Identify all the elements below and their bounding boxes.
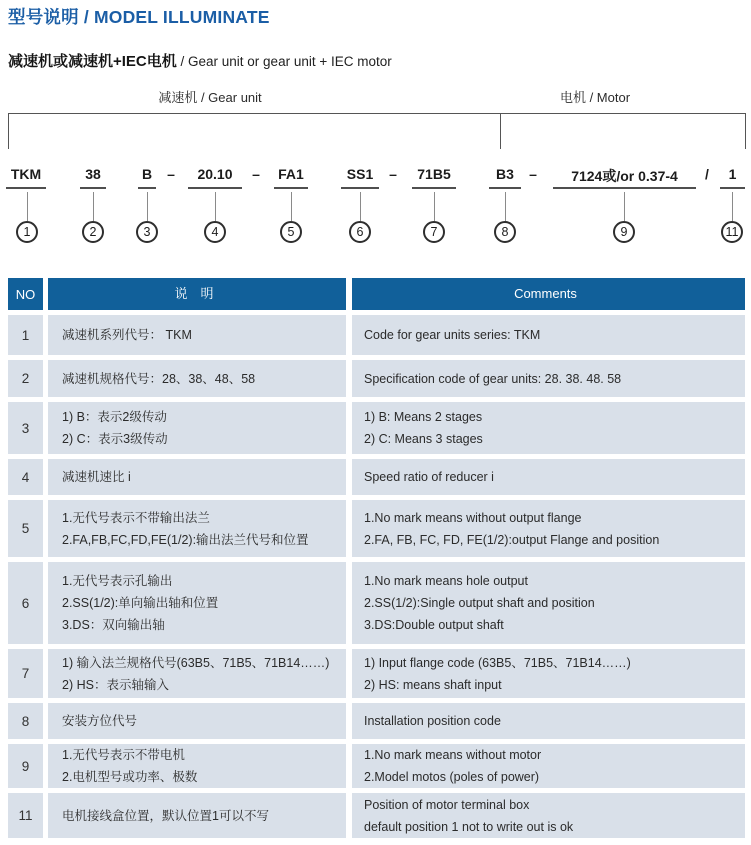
- description-cell: [48, 649, 346, 698]
- model-segment: 20.10: [188, 166, 242, 189]
- connector-line: [291, 192, 292, 221]
- description-line: 减速机规格代号：28、38、48、58: [62, 371, 256, 386]
- model-table: [8, 278, 745, 843]
- circled-number: 8: [494, 221, 516, 243]
- table-row: [8, 793, 745, 838]
- comments-cell: [352, 402, 745, 454]
- connector-line: [215, 192, 216, 221]
- circled-number: 11: [721, 221, 743, 243]
- comments-cell: [352, 793, 745, 838]
- description-line: 1.无代号表示不带电机: [62, 748, 185, 762]
- comments-line: Code for gear units series: TKM: [364, 328, 541, 342]
- model-segment: –: [252, 166, 260, 182]
- comments-cell: [352, 360, 745, 397]
- model-segment: SS1: [341, 166, 379, 189]
- comments-line: 1.No mark means hole output: [364, 574, 528, 588]
- comments-line: 1) B: Means 2 stages: [364, 410, 483, 424]
- description-cell: [48, 793, 346, 838]
- subtitle: [8, 50, 392, 71]
- description-line: 3.DS：双向输出轴: [62, 618, 165, 632]
- model-segment: –: [389, 166, 397, 182]
- description-cell: [48, 744, 346, 788]
- row-number-cell: 4: [8, 459, 43, 495]
- description-line: 安装方位代号: [62, 714, 138, 728]
- bracket-tick-left: [8, 113, 9, 149]
- connector-line: [360, 192, 361, 221]
- comments-line: 2.Model motos (poles of power): [364, 770, 540, 784]
- row-number-cell: 2: [8, 360, 43, 397]
- description-line: 1) 输入法兰规格代号(63B5、71B5、71B14……): [62, 655, 330, 670]
- comments-line: 3.DS:Double output shaft: [364, 618, 504, 632]
- comments-line: Speed ratio of reducer i: [364, 470, 494, 484]
- comments-line: default position 1 not to write out is ok: [364, 819, 574, 834]
- row-number-cell: 11: [8, 793, 43, 838]
- row-number-cell: 5: [8, 500, 43, 557]
- description-line: 2.FA,FB,FC,FD,FE(1/2):输出法兰代号和位置: [62, 532, 309, 547]
- gear-unit-section-label: 减速机 / Gear unit: [158, 90, 262, 105]
- description-cell: [48, 360, 346, 397]
- comments-line: 1.No mark means without output flange: [364, 510, 582, 525]
- circled-number: 5: [280, 221, 302, 243]
- model-segment: 71B5: [412, 166, 456, 189]
- description-cell: [48, 315, 346, 355]
- subtitle-english: / Gear unit or gear unit + IEC motor: [176, 54, 392, 69]
- table-row: [8, 459, 745, 495]
- motor-section-label: 电机 / Motor: [559, 90, 631, 105]
- row-number-cell: 7: [8, 649, 43, 698]
- bracket-tick-middle: [500, 113, 501, 149]
- comments-line: Installation position code: [364, 714, 501, 728]
- description-cell: [48, 562, 346, 644]
- table-row: [8, 402, 745, 454]
- description-cell: [48, 500, 346, 557]
- bracket-horizontal-line: [8, 113, 746, 114]
- connector-line: [434, 192, 435, 221]
- description-line: 电机接线盒位置，默认位置1可以不写: [62, 808, 269, 823]
- description-line: 2.SS(1/2):单向输出轴和位置: [62, 596, 219, 610]
- table-header-comments: Comments: [352, 278, 745, 310]
- table-header-no: NO: [8, 278, 43, 310]
- comments-line: 2.SS(1/2):Single output shaft and position: [364, 596, 595, 610]
- comments-line: 2.FA, FB, FC, FD, FE(1/2):output Flange and position: [364, 532, 660, 547]
- connector-line: [624, 192, 625, 221]
- circled-number: 9: [613, 221, 635, 243]
- description-cell: [48, 459, 346, 495]
- description-line: 减速机速比 i: [62, 470, 131, 484]
- page-title: 型号说明 / MODEL ILLUMINATE: [8, 7, 270, 27]
- circled-number: 3: [136, 221, 158, 243]
- comments-cell: [352, 315, 745, 355]
- table-row: [8, 500, 745, 557]
- description-cell: [48, 703, 346, 739]
- circled-number: 1: [16, 221, 38, 243]
- comments-line: 1.No mark means without motor: [364, 748, 542, 762]
- model-segment: –: [167, 166, 175, 182]
- connector-line: [27, 192, 28, 221]
- comments-line: Position of motor terminal box: [364, 797, 530, 812]
- description-line: 1) B：表示2级传动: [62, 410, 167, 424]
- model-segment: 38: [80, 166, 106, 189]
- row-number-cell: 8: [8, 703, 43, 739]
- description-cell: [48, 402, 346, 454]
- model-segment: 7124或/or 0.37-4: [553, 166, 696, 189]
- comments-cell: [352, 500, 745, 557]
- description-line: 2) C：表示3级传动: [62, 432, 168, 446]
- table-header-desc: 说 明: [48, 278, 346, 310]
- comments-cell: [352, 459, 745, 495]
- model-segment: –: [529, 166, 537, 182]
- comments-line: 2) HS: means shaft input: [364, 677, 502, 692]
- row-number-cell: 1: [8, 315, 43, 355]
- table-row: [8, 703, 745, 739]
- row-number-cell: 6: [8, 562, 43, 644]
- table-row: [8, 315, 745, 355]
- connector-line: [147, 192, 148, 221]
- comments-cell: [352, 744, 745, 788]
- row-number-cell: 9: [8, 744, 43, 788]
- row-number-cell: 3: [8, 402, 43, 454]
- table-row: [8, 649, 745, 698]
- model-segment: 1: [720, 166, 745, 189]
- model-segment: B: [138, 166, 156, 189]
- table-body: [8, 315, 745, 838]
- connector-line: [505, 192, 506, 221]
- circled-number: 6: [349, 221, 371, 243]
- connector-line: [732, 192, 733, 221]
- description-line: 减速机系列代号： TKM: [62, 328, 192, 342]
- description-line: 1.无代号表示不带输出法兰: [62, 510, 210, 525]
- comments-line: 1) Input flange code (63B5、71B5、71B14……): [364, 655, 631, 670]
- comments-cell: [352, 649, 745, 698]
- connector-line: [93, 192, 94, 221]
- model-segment: TKM: [6, 166, 46, 189]
- comments-cell: [352, 703, 745, 739]
- model-segment: B3: [489, 166, 521, 189]
- bracket-tick-right: [745, 113, 746, 149]
- subtitle-chinese: 减速机或减速机+IEC电机: [8, 53, 177, 70]
- comments-line: 2) C: Means 3 stages: [364, 432, 483, 446]
- table-row: [8, 744, 745, 788]
- description-line: 2.电机型号或功率、极数: [62, 770, 198, 784]
- circled-number: 2: [82, 221, 104, 243]
- description-line: 2) HS：表示轴输入: [62, 677, 169, 692]
- model-segment: /: [705, 166, 709, 182]
- circled-number: 7: [423, 221, 445, 243]
- comments-line: Specification code of gear units: 28. 38. 48. 58: [364, 371, 622, 386]
- description-line: 1.无代号表示孔输出: [62, 574, 173, 588]
- table-header-row: [8, 278, 745, 310]
- comments-cell: [352, 562, 745, 644]
- circled-number: 4: [204, 221, 226, 243]
- model-segment: FA1: [274, 166, 308, 189]
- table-row: [8, 562, 745, 644]
- table-row: [8, 360, 745, 397]
